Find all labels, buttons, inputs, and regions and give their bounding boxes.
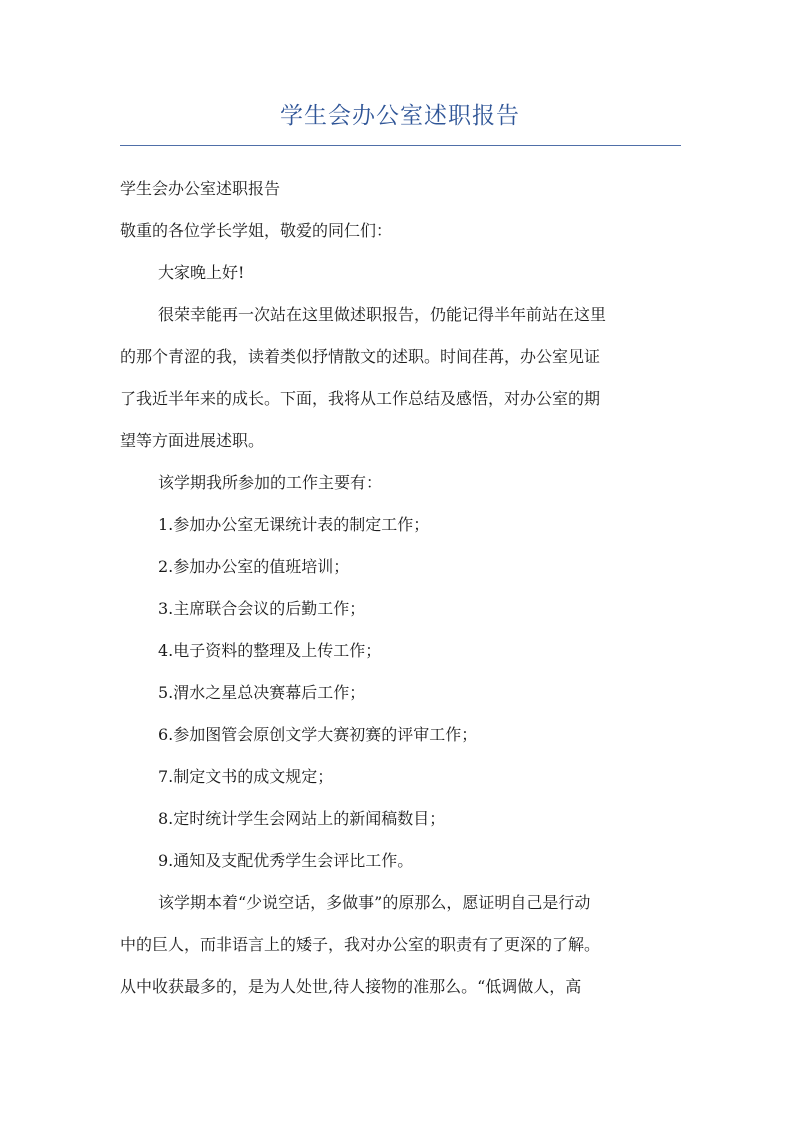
- body-line: 该学期我所参加的工作主要有：: [158, 473, 383, 492]
- body-line: 学生会办公室述职报告: [120, 179, 281, 198]
- body-line: 敬重的各位学长学姐，敬爱的同仁们：: [120, 221, 393, 240]
- body-line: 9.通知及支配优秀学生会评比工作。: [158, 851, 414, 870]
- title-divider: [120, 145, 681, 146]
- body-line: 8.定时统计学生会网站上的新闻稿数目；: [158, 809, 446, 828]
- body-line: 4.电子资料的整理及上传工作；: [158, 641, 382, 660]
- document-title: 学生会办公室述职报告: [280, 103, 520, 129]
- body-line: 从中收获最多的，是为人处世,待人接物的准那么。“低调做人，高: [120, 977, 582, 996]
- body-line: 了我近半年来的成长。下面，我将从工作总结及感悟，对办公室的期: [120, 389, 601, 408]
- body-line: 很荣幸能再一次站在这里做述职报告，仍能记得半年前站在这里: [158, 305, 607, 324]
- body-line: 望等方面进展述职。: [120, 431, 265, 450]
- body-line: 大家晚上好!: [158, 263, 245, 282]
- body-line: 7.制定文书的成文规定；: [158, 767, 334, 786]
- body-line: 的那个青涩的我，读着类似抒情散文的述职。时间荏苒，办公室见证: [120, 347, 601, 366]
- body-line: 5.渭水之星总决赛幕后工作；: [158, 683, 366, 702]
- body-line: 3.主席联合会议的后勤工作；: [158, 599, 366, 618]
- document-body: [120, 168, 700, 1008]
- body-line: 1.参加办公室无课统计表的制定工作；: [158, 515, 430, 534]
- body-line: 中的巨人，而非语言上的矮子，我对办公室的职责有了更深的了解。: [120, 935, 601, 954]
- body-line: 2.参加办公室的值班培训；: [158, 557, 350, 576]
- body-line: 该学期本着“少说空话，多做事”的原那么，愿证明自己是行动: [158, 893, 591, 912]
- body-line: 6.参加图管会原创文学大赛初赛的评审工作；: [158, 725, 478, 744]
